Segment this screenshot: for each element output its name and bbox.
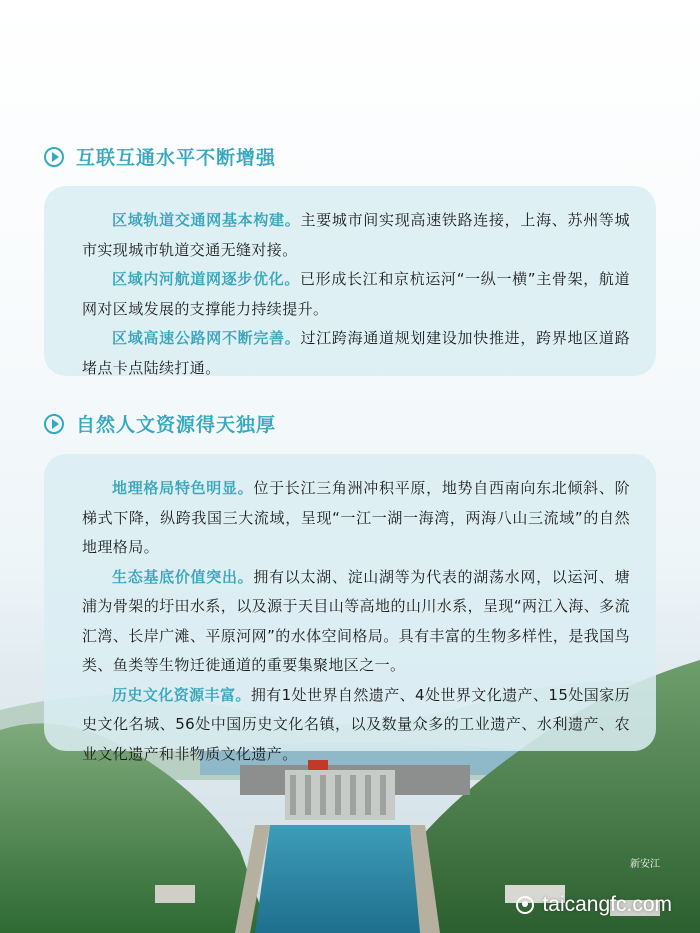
play-circle-icon <box>44 414 64 434</box>
paragraph <box>82 474 630 563</box>
paragraph-text: 过江跨海通道规划建设加快推进，跨界地区道路堵点卡点陆续打通。 <box>82 329 630 377</box>
paragraph-text: 拥有以太湖、淀山湖等为代表的湖荡水网，以运河、塘浦为骨架的圩田水系，以及源于天目山等高地的山川水系，呈现“两江入海、多流汇湾、长岸广滩、平原河网”的水体空间格局。具有丰富的生物多样性，是我国鸟类、鱼类等生物迁徙通道的重要集聚地区之一。 <box>82 567 630 674</box>
watermark-text: taicangfc.com <box>542 893 672 916</box>
paragraph-lead: 区域内河航道网逐步优化。 <box>112 270 301 288</box>
paragraph-lead: 地理格局特色明显。 <box>112 479 254 497</box>
paragraph <box>82 681 630 770</box>
section-title-connectivity <box>44 143 276 170</box>
resources-card <box>44 454 656 763</box>
paragraph-text: 主要城市间实现高速铁路连接，上海、苏州等城市实现城市轨道交通无缝对接。 <box>82 211 630 259</box>
paragraph <box>82 206 630 265</box>
paragraph-lead: 生态基底价值突出。 <box>112 567 254 586</box>
paragraph-text: 拥有1处世界自然遗产、4处世界文化遗产、15处国家历史文化名城、56处中国历史文化名镇，以及数量众多的工业遗产、水利遗产、农业文化遗产和非物质文化遗产。 <box>82 685 630 763</box>
logo-circle-icon <box>516 896 534 914</box>
paragraph <box>82 324 630 383</box>
paragraph <box>82 563 630 681</box>
paragraph-lead: 区域高速公路网不断完善。 <box>112 329 301 347</box>
paragraph-text: 位于长江三角洲冲积平原，地势自西南向东北倾斜、阶梯式下降，纵跨我国三大流域，呈现“一江一湖一海湾，两海八山三流域”的自然地理格局。 <box>82 479 630 556</box>
paragraph-lead: 历史文化资源丰富。 <box>112 685 251 704</box>
watermark <box>516 893 672 917</box>
section-heading: 互联互通水平不断增强 <box>76 147 277 169</box>
section-title-resources <box>44 410 276 437</box>
play-circle-icon <box>44 147 64 167</box>
section-heading: 自然人文资源得天独厚 <box>76 414 277 436</box>
paragraph <box>82 265 630 324</box>
paragraph-text: 已形成长江和京杭运河“一纵一横”主骨架，航道网对区域发展的支撑能力持续提升。 <box>82 270 630 318</box>
connectivity-card <box>44 186 656 376</box>
paragraph-lead: 区域轨道交通网基本构建。 <box>112 211 301 229</box>
photo-caption: 新安江 <box>630 859 660 870</box>
